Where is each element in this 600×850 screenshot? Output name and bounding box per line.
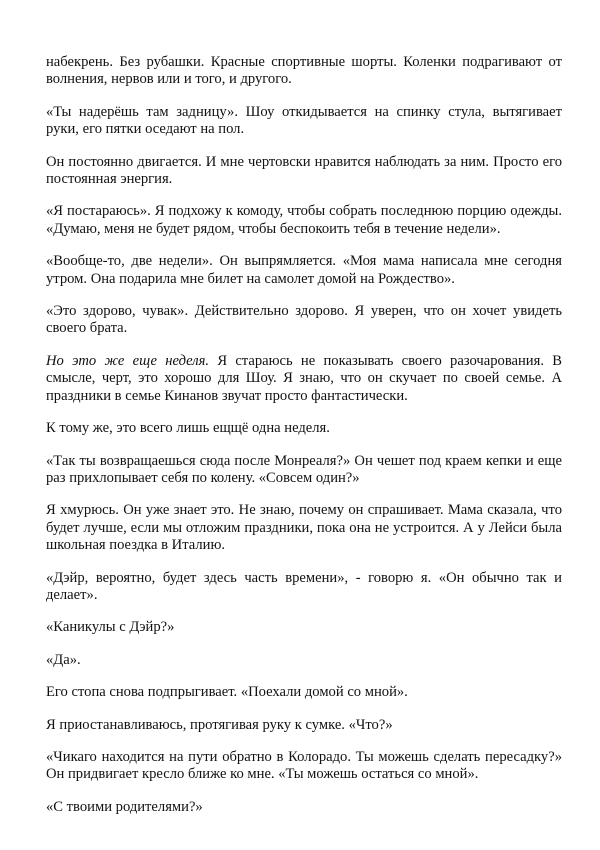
paragraph [46,652,562,669]
paragraph [46,54,562,89]
paragraph [46,303,562,338]
paragraph [46,420,562,437]
paragraph-text: набекрень. Без рубашки. Красные спортивные шорты. Коленки подрагивают от волнения, нервов или и того, и другого. [46,54,562,88]
paragraph [46,502,562,554]
paragraph-text: «Вообще-то, две недели». Он выпрямляется. «Моя мама написала мне сегодня утром. Она подарила мне билет на самолет домой на Рождество». [46,253,562,287]
paragraph-text: «С твоими родителями?» [46,798,203,815]
paragraph-text: Я приостанавливаюсь, протягивая руку к сумке. «Что?» [46,716,393,733]
paragraph [46,570,562,605]
document-page [46,54,562,816]
paragraph [46,684,562,701]
paragraph-text: «Так ты возвращаешься сюда после Монреаля?» Он чешет под краем кепки и еще раз прихлопывает себя по колену. «Совсем один?» [46,452,562,486]
paragraph-text: «Это здорово, чувак». Действительно здорово. Я уверен, что он хочет увидеть своего брата. [46,303,562,337]
paragraph-text: Я хмурюсь. Он уже знает это. Не знаю, почему он спрашивает. Мама сказала, что будет лучше, если мы отложим праздники, пока она не устроится. А у Лейси была школьная поездка в Италию. [46,502,562,554]
paragraph-text: «Я постараюсь». Я подхожу к комоду, чтобы собрать последнюю порцию одежды. «Думаю, меня не будет рядом, чтобы беспокоить тебя в течение недели». [46,203,562,237]
paragraph [46,203,562,238]
paragraph-text: «Ты надерёшь там задницу». Шоу откидывается на спинку стула, вытягивает руки, его пятки оседают на пол. [46,103,562,138]
paragraph [46,154,562,189]
paragraph [46,104,562,139]
paragraph [46,717,562,734]
paragraph-text: Его стопа снова подпрыгивает. «Поехали домой со мной». [46,684,408,701]
italic-thought: Но это же еще неделя. [46,352,210,369]
paragraph [46,619,562,636]
paragraph-text: Я стараюсь не показывать своего разочарования. В смысле, черт, это хорошо для Шоу. Я знаю, что он скучает по своей семье. А праздники в семье Кинанов звучат просто фантастически. [46,352,562,404]
paragraph-text: «Каникулы с Дэйр?» [46,619,175,636]
paragraph-text: «Да». [46,651,81,668]
paragraph-text: «Дэйр, вероятно, будет здесь часть времени», - говорю я. «Он обычно так и делает». [46,569,562,603]
paragraph-text: Он постоянно двигается. И мне чертовски нравится наблюдать за ним. Просто его постоянная энергия. [46,153,562,188]
paragraph [46,453,562,488]
paragraph-text: «Чикаго находится на пути обратно в Колорадо. Ты можешь сделать пересадку?» Он придвигает кресло ближе ко мне. «Ты можешь остаться со мной». [46,748,562,783]
paragraph [46,253,562,288]
paragraph [46,799,562,816]
paragraph [46,353,562,405]
paragraph [46,749,562,784]
paragraph-text: К тому же, это всего лишь ещщё одна неделя. [46,420,330,437]
